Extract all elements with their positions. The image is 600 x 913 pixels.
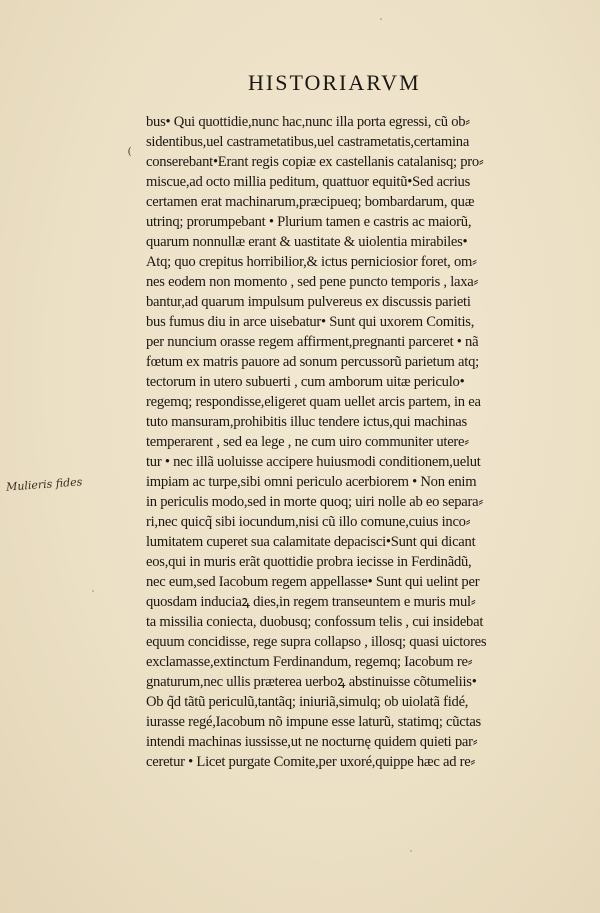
text-line: regemq; respondisse,eligeret quam uellet arcis partem, in ea xyxy=(146,394,481,410)
text-line: temperarent , sed ea lege , ne cum uiro communiter utere⸗ xyxy=(146,434,469,450)
text-line: conserebant•Erant regis copiæ ex castellanis catalanisq; pro⸗ xyxy=(146,154,484,170)
text-line: bus fumus diu in arce uisebatur• Sunt qui uxorem Comitis, xyxy=(146,314,475,330)
text-line: miscue,ad octo millia peditum, quattuor equitũ•Sed acrius xyxy=(146,174,471,190)
text-line: Ob q̃d tãtũ periculũ,tantãq; iniuriã,simulq; ob uiolatã fidé, xyxy=(146,694,469,710)
text-line: ri,nec quicq̃ sibi iocundum,nisi cũ illo comune,cuius inco⸗ xyxy=(146,514,471,530)
running-header: HISTORIARVM xyxy=(248,70,421,95)
text-line: utrinq; prorumpebant • Plurium tamen e castris ac maiorũ, xyxy=(146,214,472,230)
text-line: nec eum,sed Iacobum regem appellasse• Sunt qui uelint per xyxy=(146,574,480,590)
text-line: exclamasse,extinctum Ferdinandum, regemq; Iacobum re⸗ xyxy=(146,654,473,670)
text-line: fœtum ex matris pauore ad sonum percussorũ parietum atq; xyxy=(146,354,479,370)
text-line: quosdam induciaꝝ dies,in regem transeuntem e muris mul⸗ xyxy=(146,594,476,610)
text-line: eos,qui in muris erãt quottidie probra iecisse in Ferdinãdũ, xyxy=(146,554,472,570)
text-line: impiam ac turpe,sibi omni periculo acerbiorem • Non enim xyxy=(146,474,477,490)
paper-speck xyxy=(410,850,412,852)
text-line: certamen erat machinarum,præcipueq; bombardarum, quæ xyxy=(146,194,475,210)
text-line: per nuncium orasse regem affirment,pregnanti parceret • nã xyxy=(146,334,479,350)
margin-mark: ( xyxy=(128,146,132,157)
text-line: bantur,ad quarum impulsum pulvereus ex discussis parieti xyxy=(146,294,471,310)
text-line: sidentibus,uel castrametatibus,uel castrametatis,certamina xyxy=(146,134,470,150)
marginal-annotation: Mulieris fides xyxy=(5,475,83,494)
text-line: Atq; quo crepitus horribilior,& ictus perniciosior foret, om⸗ xyxy=(146,254,477,270)
text-line: tur • nec illã uoluisse accipere huiusmodi conditionem,uelut xyxy=(146,454,481,470)
text-line: iurasse regé,Iacobum nõ impune esse laturũ, statimq; cũctas xyxy=(146,714,481,730)
paper-speck xyxy=(92,590,94,592)
paper-speck xyxy=(380,18,382,20)
text-line: tuto mansuram,prohibitis illuc tendere ictus,qui machinas xyxy=(146,414,467,430)
text-line: gnaturum,nec ullis præterea uerboꝝ abstinuisse cõtumeliis• xyxy=(146,674,477,690)
text-line: intendi machinas iussisse,ut ne nocturnę quidem quieti par⸗ xyxy=(146,734,478,750)
text-line: equum concidisse, rege supra collapso , illosq; quasi uictores xyxy=(146,634,487,650)
text-line: nes eodem non momento , sed pene puncto temporis , laxa⸗ xyxy=(146,274,479,290)
text-line: lumitatem cuperet sua calamitate depacisci•Sunt qui dicant xyxy=(146,534,476,550)
text-line: ceretur • Licet purgate Comite,per uxoré,quippe hæc ad re⸗ xyxy=(146,754,476,770)
text-line: bus• Qui quottidie,nunc hac,nunc illa porta egressi, cũ ob⸗ xyxy=(146,114,470,130)
text-line: ta missilia coniecta, duobusq; confossum telis , cui insidebat xyxy=(146,614,484,630)
text-line: in periculis modo,sed in morte quoq; uiri nolle ab eo separa⸗ xyxy=(146,494,483,510)
text-line: quarum nonnullæ erant & uastitate & uiolentia mirabiles• xyxy=(146,234,468,250)
text-line: tectorum in utero subuerti , cum amborum uitæ periculo• xyxy=(146,374,465,390)
